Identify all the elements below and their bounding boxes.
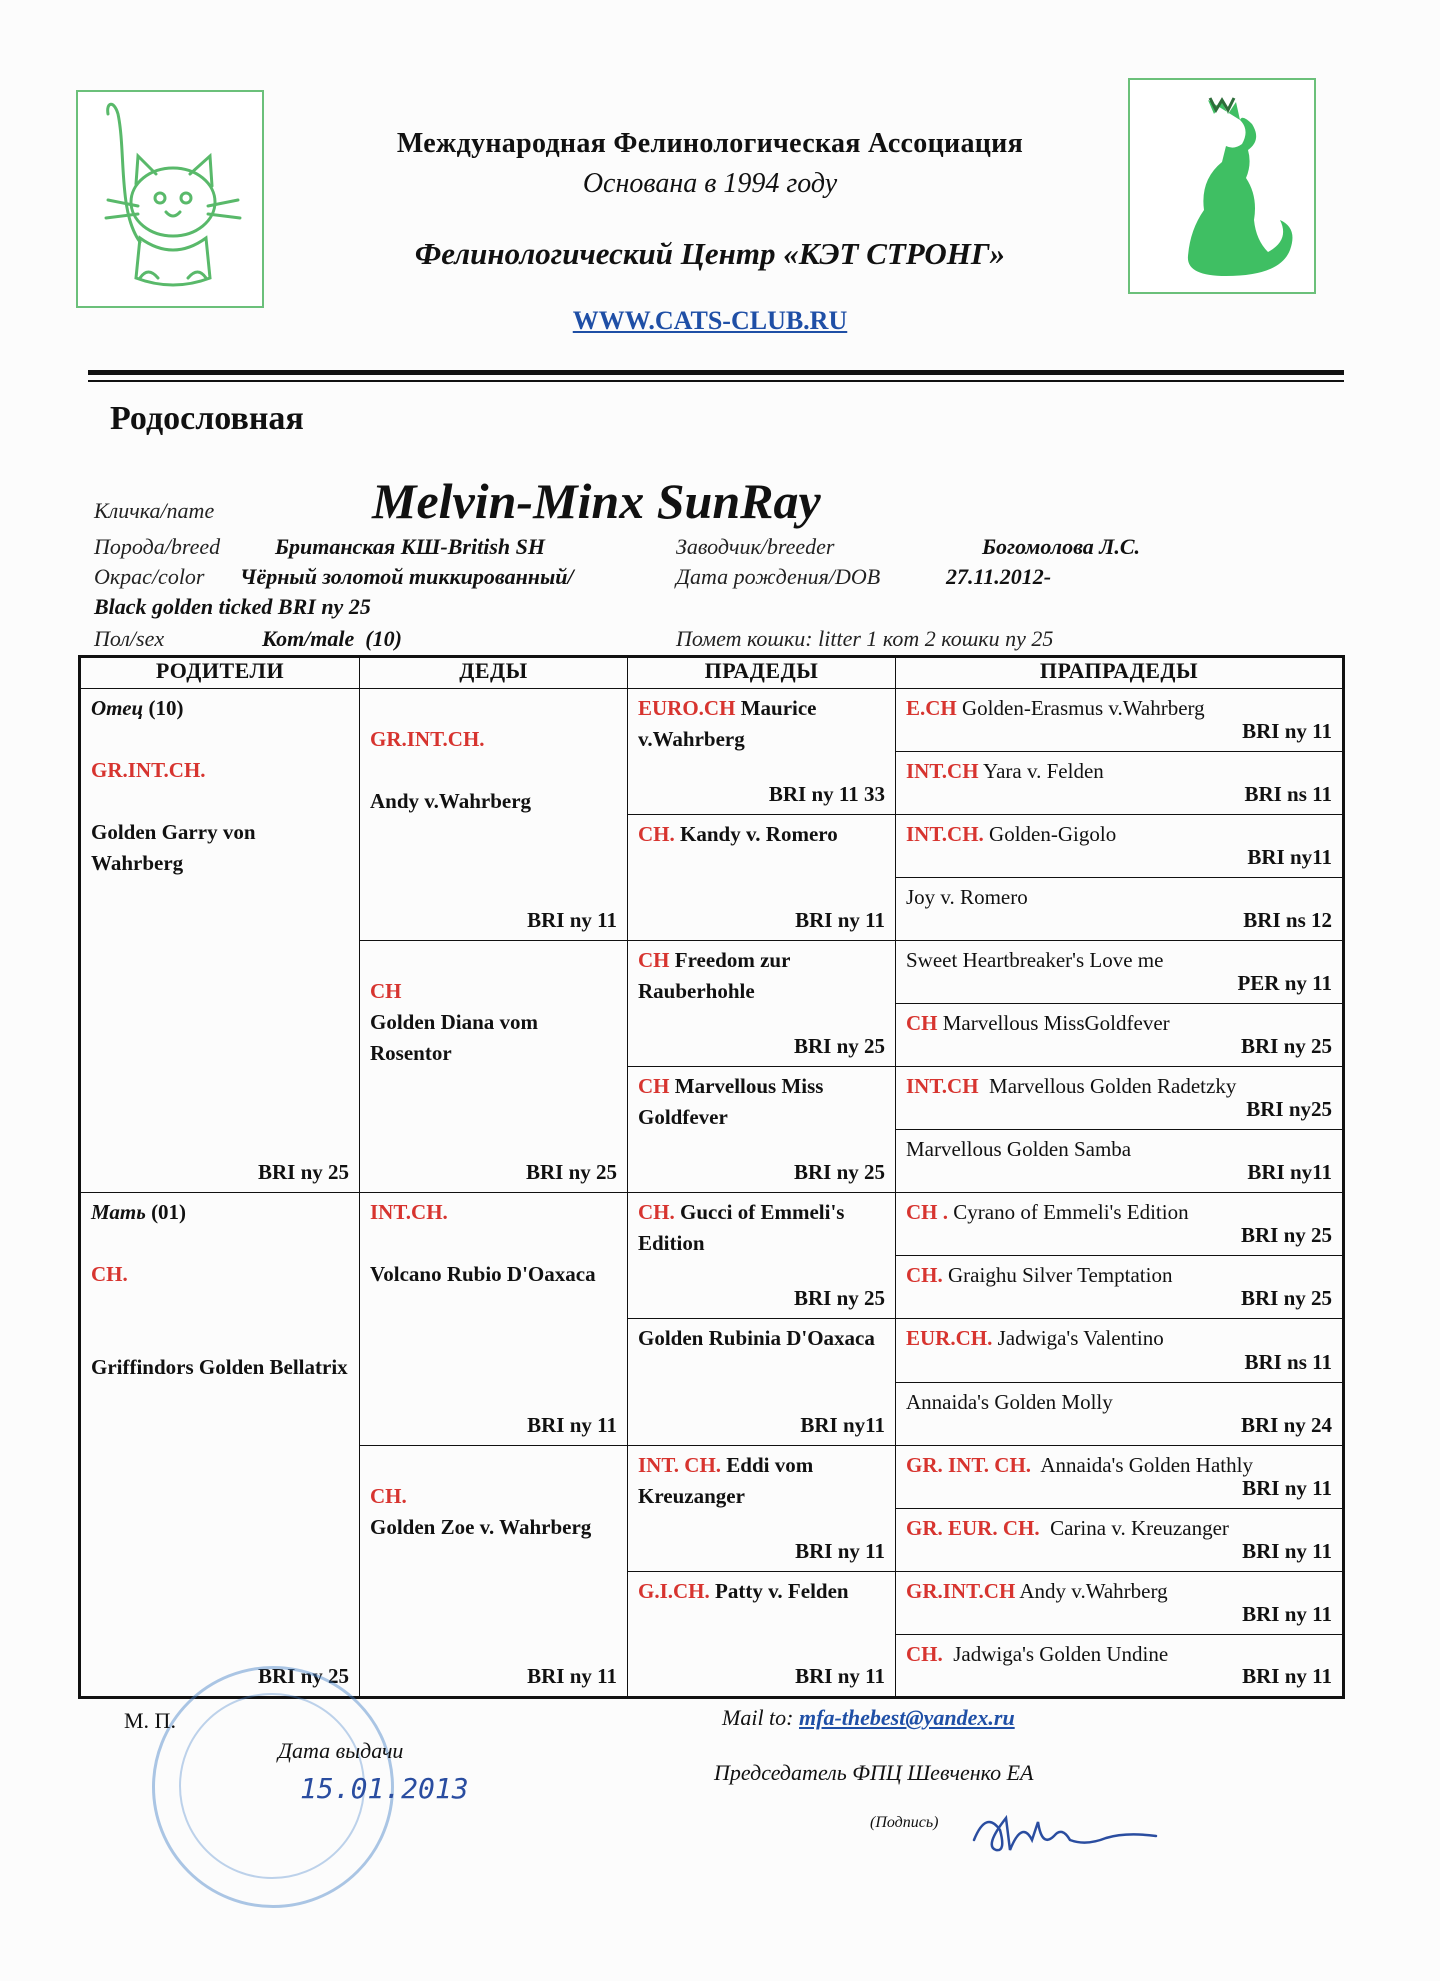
cat-silhouette-logo-icon [1128,78,1316,294]
document-title: Родословная [110,400,304,437]
ancestor-cell: Marvellous Golden Samba BRI ny11 [896,1130,1344,1193]
chairman-line: Председатель ФПЦ Шевченко ЕА [714,1760,1034,1785]
breed-value: Британская КШ-British SH [275,534,545,559]
header-great-great-grandparents: ПРАПРАДЕДЫ [896,657,1344,689]
great-grandparent-cell: CH. Kandy v. Romero BRI ny 11 [628,815,896,941]
ancestor-cell: GR. EUR. CH. Carina v. Kreuzanger BRI ny 11 [896,1508,1344,1571]
header-divider [88,370,1344,375]
grandparent-cell: GR.INT.CH. Andy v.Wahrberg BRI ny 11 [360,689,628,941]
founded-text: Основана в 1994 году [582,168,838,199]
father-reg: BRI ny 25 [257,1160,349,1185]
mother-title: CH. [91,1262,128,1287]
cat-name: Melvin-Minx SunRay [372,473,821,529]
father-cell: Отец (10) GR.INT.CH. Golden Garry von Wahrberg BRI ny 25 [80,689,360,1193]
great-grandparent-cell: CH Marvellous Miss Goldfever BRI ny 25 [628,1067,896,1193]
dob-label: Дата рождения/DOB [676,564,881,589]
ancestor-cell: GR. INT. CH. Annaida's Golden Hathly BRI ny 11 [896,1445,1344,1508]
mp-label: М. П. [124,1708,176,1733]
ancestor-cell: INT.CH Yara v. Felden BRI ns 11 [896,752,1344,815]
great-grandparent-cell: G.I.CH. Patty v. Felden BRI ny 11 [628,1571,896,1697]
father-label: Отец [91,696,144,721]
header-divider-thin [88,380,1344,382]
name-label: Кличка/name [94,498,215,523]
dob-value: 27.11.2012- [946,564,1052,589]
sex-value: Кот/male (10) [262,626,402,651]
signature-label: (Подпись) [870,1814,939,1831]
color-label: Окрас/color [94,564,205,589]
sex-label: Пол/sex [94,626,165,651]
mail-line: Mail to: mfa-thebest@yandex.ru [722,1705,1015,1730]
breeder-value: Богомолова Л.С. [982,534,1141,559]
ancestor-cell: INT.CH Marvellous Golden Radetzky BRI ny25 [896,1067,1344,1130]
color-value-ru: Чёрный золотой тиккированный/ [240,564,574,589]
great-grandparent-cell: CH. Gucci of Emmeli's Edition BRI ny 25 [628,1193,896,1319]
ancestor-cell: CH. Jadwiga's Golden Undine BRI ny 11 [896,1634,1344,1697]
website-link[interactable]: WWW.CATS-CLUB.RU [572,306,848,335]
ancestor-cell: CH. Graighu Silver Temptation BRI ny 25 [896,1256,1344,1319]
great-grandparent-cell: EURO.CH Maurice v.Wahrberg BRI ny 11 33 [628,689,896,815]
ancestor-cell: CH Marvellous MissGoldfever BRI ny 25 [896,1004,1344,1067]
ancestor-cell: GR.INT.CH Andy v.Wahrberg BRI ny 11 [896,1571,1344,1634]
ancestor-cell: CH . Cyrano of Emmeli's Edition BRI ny 25 [896,1193,1344,1256]
grandparent-cell: INT.CH. Volcano Rubio D'Oaxaca BRI ny 11 [360,1193,628,1445]
ancestor-cell: Annaida's Golden Molly BRI ny 24 [896,1382,1344,1445]
issue-date: 15.01.2013 [300,1772,469,1805]
org-name: Международная Фелинологическая Ассоциация [396,128,1024,159]
grandparent-cell: CH Golden Diana vom Rosentor BRI ny 25 [360,941,628,1193]
ancestor-cell: INT.CH. Golden-Gigolo BRI ny11 [896,815,1344,878]
header-grandparents: ДЕДЫ [360,657,628,689]
color-value-en: Black golden ticked BRI ny 25 [94,594,371,619]
father-title: GR.INT.CH. [91,758,206,783]
issue-date-label: Дата выдачи [278,1738,404,1763]
mother-label: Мать [91,1200,146,1225]
ancestor-cell: E.CH Golden-Erasmus v.Wahrberg BRI ny 11 [896,689,1344,752]
pedigree-table [78,655,1345,1699]
ancestor-cell: Sweet Heartbreaker's Love me PER ny 11 [896,941,1344,1004]
great-grandparent-cell: Golden Rubinia D'Oaxaca BRI ny11 [628,1319,896,1445]
father-name: Golden Garry von Wahrberg [91,820,256,876]
breed-label: Порода/breed [94,534,221,559]
litter-info: Помет кошки: litter 1 кот 2 кошки ny 25 [676,626,1054,651]
ancestor-cell: EUR.CH. Jadwiga's Valentino BRI ns 11 [896,1319,1344,1382]
handwritten-signature [966,1800,1166,1865]
center-name: Фелинологический Центр «КЭТ СТРОНГ» [414,236,1006,271]
ancestor-cell: Joy v. Romero BRI ns 12 [896,878,1344,941]
great-grandparent-cell: INT. CH. Eddi vom Kreuzanger BRI ny 11 [628,1445,896,1571]
breeder-label: Заводчик/breeder [676,534,835,559]
header-great-grandparents: ПРАДЕДЫ [628,657,896,689]
mother-cell: Мать (01) CH. Griffindors Golden Bellatrix BRI ny 25 [80,1193,360,1698]
grandparent-cell: CH. Golden Zoe v. Wahrberg BRI ny 11 [360,1445,628,1697]
header-parents: РОДИТЕЛИ [80,657,360,689]
cat-outline-logo-icon [76,90,264,308]
mail-link[interactable]: mfa-thebest@yandex.ru [799,1705,1015,1730]
mother-reg: BRI ny 25 [257,1664,349,1688]
great-grandparent-cell: CH Freedom zur Rauberhohle BRI ny 25 [628,941,896,1067]
mother-name: Griffindors Golden Bellatrix [91,1355,348,1380]
table-header-row [80,657,1344,689]
